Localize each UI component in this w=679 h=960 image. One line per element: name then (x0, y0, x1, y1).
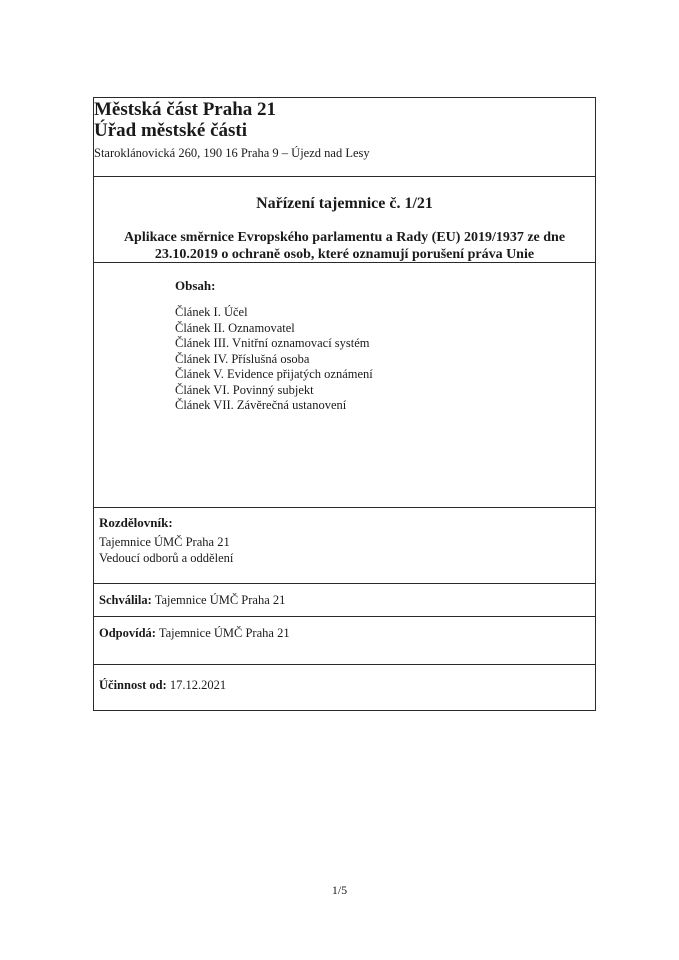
contents-item: Článek III. Vnitřní oznamovací systém (175, 336, 370, 350)
divider (94, 616, 595, 617)
document-subject (94, 229, 595, 263)
divider (94, 664, 595, 665)
subject-line: 23.10.2019 o ochraně osob, které oznamují porušení práva Unie (154, 247, 535, 262)
effective-value: 17.12.2021 (169, 678, 227, 692)
effective-label: Účinnost od: (99, 678, 167, 692)
effective-row (99, 677, 226, 693)
contents-item: Článek II. Oznamovatel (175, 320, 295, 335)
office-name: Úřad městské části (94, 120, 248, 141)
contents-item: Článek VII. Závěrečná ustanovení (175, 398, 347, 412)
contents-item: Článek IV. Příslušná osoba (175, 351, 310, 366)
page-number: 1/5 (331, 883, 348, 897)
distribution-item: Vedoucí odborů a oddělení (99, 550, 234, 565)
approved-row (99, 592, 285, 608)
document-frame (93, 97, 596, 711)
distribution-label: Rozdělovník: (99, 515, 173, 530)
responsible-row (99, 625, 290, 641)
contents-list (175, 305, 373, 414)
divider (94, 176, 595, 177)
contents-item: Článek V. Evidence přijatých oznámení (175, 367, 373, 381)
divider (94, 262, 595, 263)
divider (94, 583, 595, 584)
responsible-value: Tajemnice ÚMČ Praha 21 (158, 626, 290, 640)
responsible-label: Odpovídá: (99, 626, 156, 640)
divider (94, 507, 595, 508)
contents-item: Článek VI. Povinný subjekt (175, 382, 314, 397)
document-title: Nařízení tajemnice č. 1/21 (256, 195, 433, 212)
approved-value: Tajemnice ÚMČ Praha 21 (154, 593, 286, 607)
contents-heading: Obsah: (175, 278, 216, 293)
org-name: Městská část Praha 21 (94, 99, 277, 120)
contents-item: Článek I. Účel (175, 305, 248, 319)
office-address: Staroklánovická 260, 190 16 Praha 9 – Újezd nad Lesy (94, 146, 370, 160)
approved-label: Schválila: (99, 593, 152, 607)
subject-line: Aplikace směrnice Evropského parlamentu a Rady (EU) 2019/1937 ze dne (123, 230, 566, 245)
distribution-list (99, 535, 233, 566)
distribution-item: Tajemnice ÚMČ Praha 21 (99, 535, 230, 549)
